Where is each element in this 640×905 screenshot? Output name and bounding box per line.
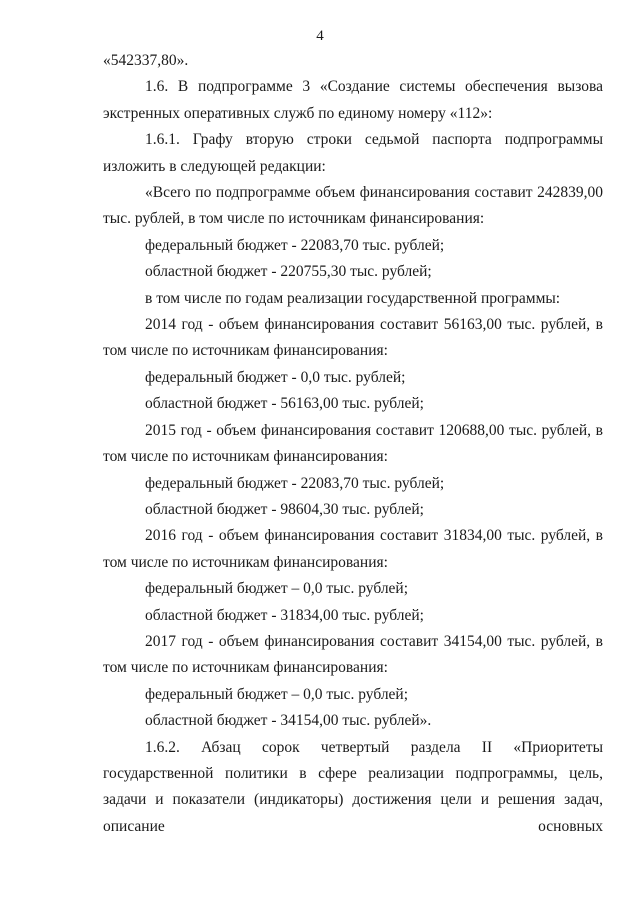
paragraph: в том числе по годам реализации государственной программы:	[145, 289, 561, 307]
paragraph: федеральный бюджет - 0,0 тыс. рублей;	[145, 368, 406, 386]
paragraph: 2015 год - объем финансирования составит 120688,00 тыс. рублей, в том числе по источникам финансирования:	[103, 421, 603, 466]
paragraph: областной бюджет - 31834,00 тыс. рублей;	[145, 606, 424, 624]
paragraph: 2017 год - объем финансирования составит 34154,00 тыс. рублей, в том числе по источникам финансирования:	[103, 632, 603, 677]
paragraph: областной бюджет - 34154,00 тыс. рублей».	[145, 712, 432, 730]
paragraph: 1.6. В подпрограмме 3 «Создание системы обеспечения вызова экстренных оперативных служб по единому номеру «112»:	[103, 78, 603, 122]
document-body	[103, 48, 603, 840]
paragraph: федеральный бюджет – 0,0 тыс. рублей;	[145, 685, 409, 703]
paragraph: федеральный бюджет - 22083,70 тыс. рублей;	[145, 474, 445, 492]
paragraph: 1.6.2. Абзац сорок четвертый раздела II «Приоритеты государственной политики в сфере реализации подпрограммы, цель, задачи и показатели (индикаторы) достижения цели и решения задач, описание основных	[103, 738, 603, 835]
paragraph: 2014 год - объем финансирования составит 56163,00 тыс. рублей, в том числе по источникам финансирования:	[103, 316, 603, 360]
paragraph: областной бюджет - 56163,00 тыс. рублей;	[145, 395, 424, 413]
paragraph: «Всего по подпрограмме объем финансирования составит 242839,00 тыс. рублей, в том числе по источникам финансирования:	[103, 184, 603, 228]
paragraph: областной бюджет - 220755,30 тыс. рублей;	[145, 263, 432, 281]
paragraph: 1.6.1. Графу вторую строки седьмой паспорта подпрограммы изложить в следующей редакции:	[103, 131, 603, 175]
paragraph: федеральный бюджет – 0,0 тыс. рублей;	[145, 580, 409, 598]
paragraph: 2016 год - объем финансирования составит 31834,00 тыс. рублей, в том числе по источникам финансирования:	[103, 527, 603, 571]
page-number: 4	[316, 28, 324, 44]
paragraph: федеральный бюджет - 22083,70 тыс. рублей;	[145, 236, 445, 254]
paragraph: областной бюджет - 98604,30 тыс. рублей;	[145, 500, 424, 518]
paragraph: «542337,80».	[103, 52, 189, 69]
